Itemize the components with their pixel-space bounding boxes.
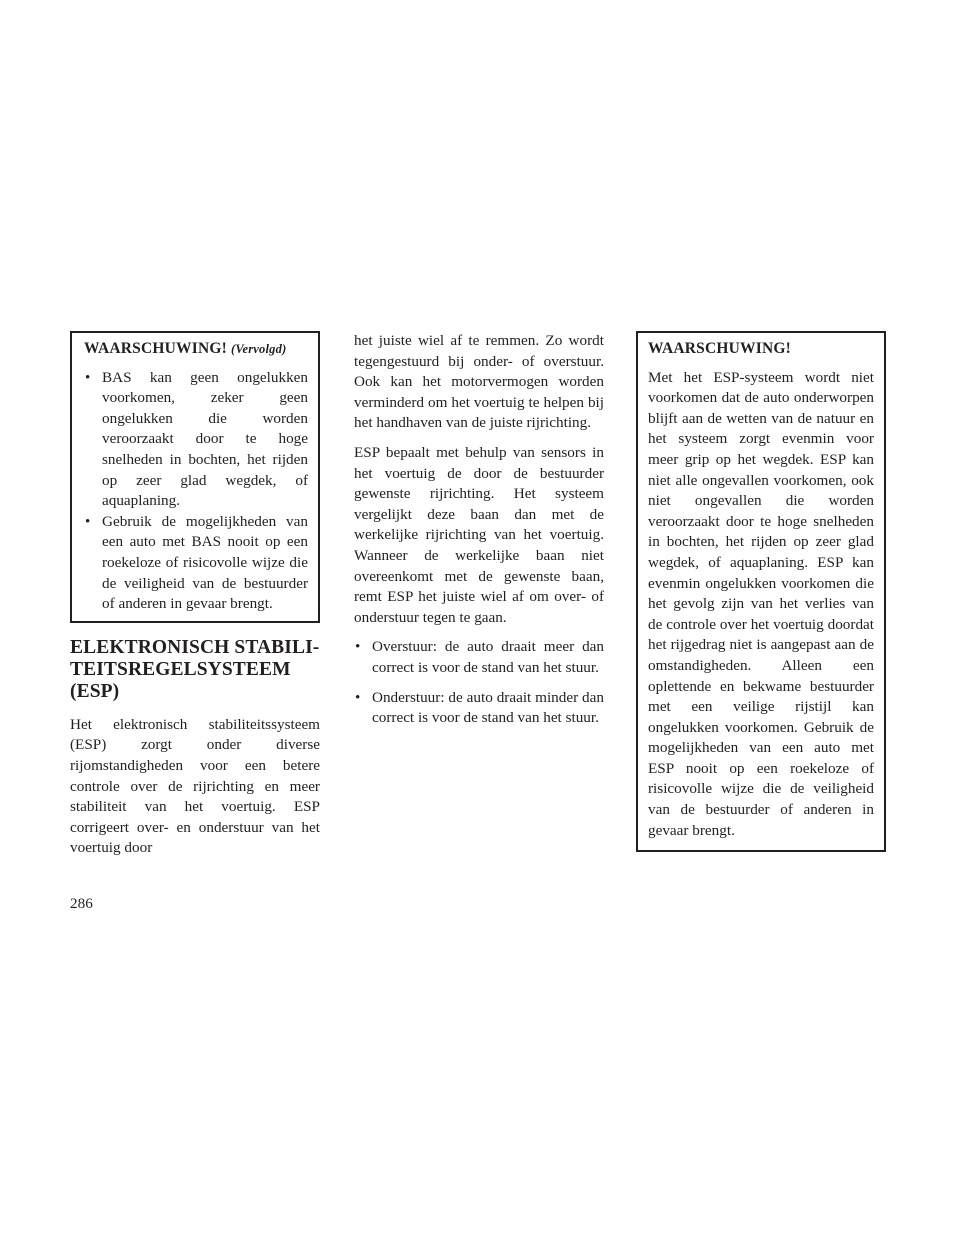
heading-line: TEITSREGELSYSTEEM <box>70 658 291 680</box>
middle-column <box>354 331 604 738</box>
section-heading <box>70 637 320 703</box>
list-item: • Overstuur: de auto draait meer dan correct is voor de stand van het stuur. <box>354 637 604 678</box>
warning-title <box>84 339 308 360</box>
list-item: • BAS kan geen ongelukken voorkomen, zeker geen ongelukken die worden veroorzaakt door te hoge snelheden in bochten, het rijden op zeer glad wegdek, of aquaplaning. <box>84 368 308 512</box>
paragraph: ESP bepaalt met behulp van sensors in het voertuig de door de bestuurder gewenste rijrichting. Het systeem vergelijkt deze baan dan met de werkelijke rijrichting van het voertuig. Wanneer de werkelijke baan niet overeenkomt met de gewenste baan, remt ESP het juiste wiel af om over- of onderstuur tegen te gaan. <box>354 443 604 626</box>
heading-line: (ESP) <box>70 680 120 702</box>
warning-text: Met het ESP-systeem wordt niet voorkomen dat de auto onderworpen blijft aan de wetten van de natuur en het systeem zorgt evenmin voor meer grip op het wegdek. ESP kan niet alle ongevallen voorkomen, ook niet ongevallen die worden veroorzaakt door te hoge snelheden in bochten, het rijden op zeer glad wegdek, of aquaplaning. ESP kan evenmin ongelukken voorkomen die het gevolg zijn van het verlies van de controle over het voertuig doordat het rijgedrag niet is aangepast aan de omstandigheden. Alleen een oplettende en bekwame bestuurder met een veilige rijstijl kan ongelukken voorkomen. Gebruik de mogelijkheden van een auto met ESP nooit op een roekeloze of risicovolle wijze die de veiligheid van de bestuurder of anderen in gevaar brengt. <box>648 368 874 839</box>
left-column <box>70 331 320 859</box>
list-item: • Gebruik de mogelijkheden van een auto met BAS nooit op een roekeloze of risicovolle wijze die de veiligheid van de bestuurder of anderen in gevaar brengt. <box>84 512 308 615</box>
warning-box-continued <box>70 331 320 623</box>
warning-box-esp <box>636 331 886 852</box>
esp-intro-paragraph: Het elektronisch stabiliteitssysteem (ESP) zorgt onder diverse rijomstandigheden voor een betere controle over de rijrichting en meer stabiliteit van het voertuig. ESP corrigeert over- en onderstuur van het voertuig door <box>70 715 320 857</box>
right-column <box>636 331 886 852</box>
warning-bullet-list <box>84 368 308 615</box>
warning-title-text: WAARSCHUWING! <box>84 340 227 357</box>
heading-line: ELEKTRONISCH STABILI- <box>70 636 320 658</box>
list-item: • Onderstuur: de auto draait minder dan correct is voor de stand van het stuur. <box>354 688 604 729</box>
steering-bullet-list <box>354 637 604 728</box>
warning-title: WAARSCHUWING! <box>648 340 791 357</box>
warning-continued-label: (Vervolgd) <box>230 342 287 356</box>
page-number: 286 <box>70 895 93 912</box>
paragraph: het juiste wiel af te remmen. Zo wordt tegengestuurd bij onder- of overstuur. Ook kan het motorvermogen worden verminderd om het voertuig te helpen bij het handhaven van de juiste rijrichting. <box>354 332 604 432</box>
